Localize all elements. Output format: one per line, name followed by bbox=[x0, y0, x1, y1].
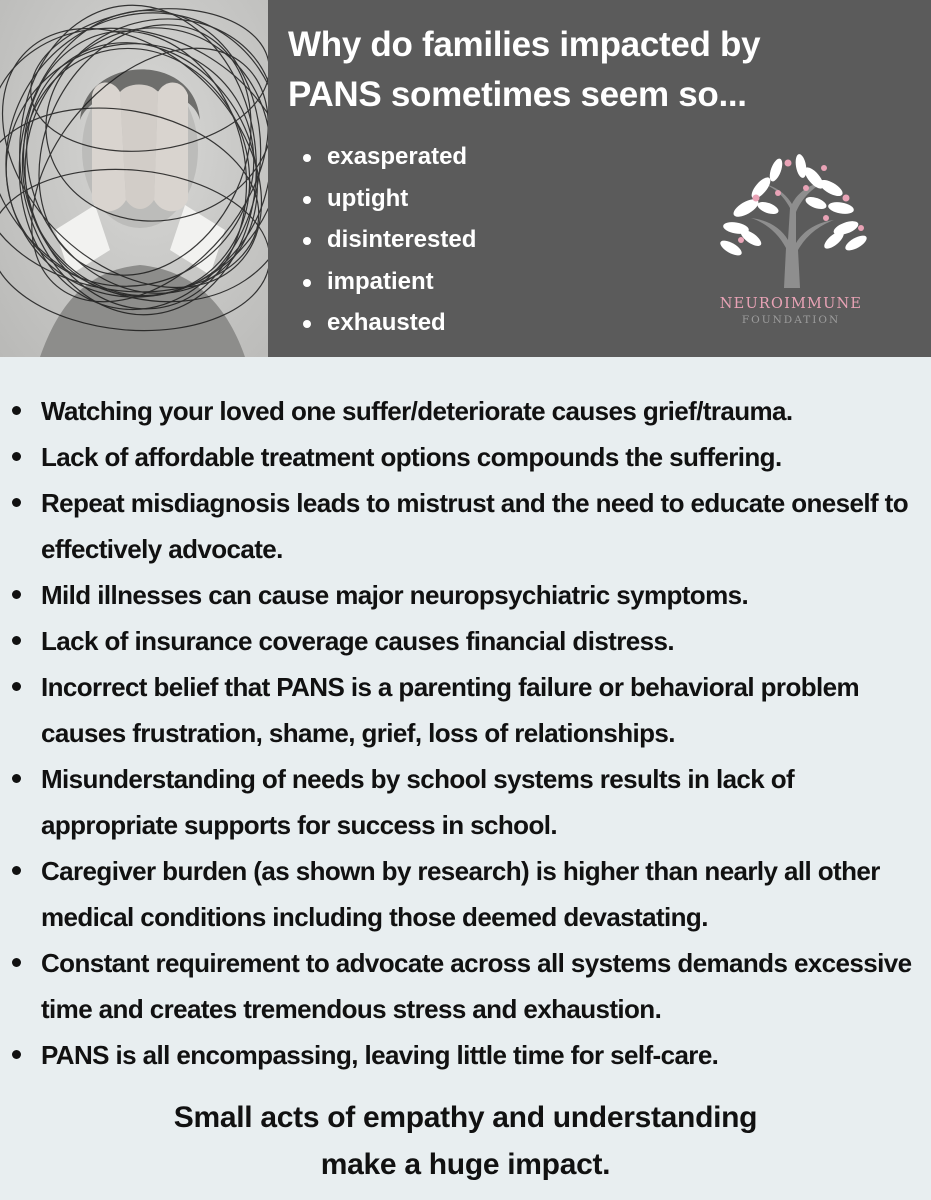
trait-item: uptight bbox=[300, 178, 476, 220]
reason-item: PANS is all encompassing, leaving little time for self-care. bbox=[0, 1032, 931, 1078]
traits-list bbox=[300, 136, 476, 344]
trait-item: exasperated bbox=[300, 136, 476, 178]
closing-line-2: make a huge impact. bbox=[320, 1148, 611, 1181]
closing-message bbox=[0, 1094, 931, 1188]
reason-item: Caregiver burden (as shown by research) is higher than nearly all other medical conditions including those deemed devastating. bbox=[0, 848, 931, 940]
title-line-1: Why do families impacted by bbox=[288, 25, 761, 64]
reason-item: Constant requirement to advocate across all systems demands excessive time and creates tremendous stress and exhaustion. bbox=[0, 940, 931, 1032]
header-band bbox=[0, 0, 931, 357]
closing-line-1: Small acts of empathy and understanding bbox=[173, 1101, 758, 1134]
trait-item: exhausted bbox=[300, 302, 476, 344]
trait-item: disinterested bbox=[300, 219, 476, 261]
title-line-2: PANS sometimes seem so... bbox=[288, 75, 747, 114]
reason-item: Mild illnesses can cause major neuropsychiatric symptoms. bbox=[0, 572, 931, 618]
trait-item: impatient bbox=[300, 261, 476, 303]
logo-subtitle: FOUNDATION bbox=[741, 314, 841, 326]
reason-item: Watching your loved one suffer/deteriorate causes grief/trauma. bbox=[0, 388, 931, 434]
reason-item: Lack of insurance coverage causes financial distress. bbox=[0, 618, 931, 664]
stressed-person-photo bbox=[0, 0, 268, 357]
reason-item: Lack of affordable treatment options compounds the suffering. bbox=[0, 434, 931, 480]
reason-item: Repeat misdiagnosis leads to mistrust and the need to educate oneself to effectively advocate. bbox=[0, 480, 931, 572]
scribble-face-image bbox=[0, 0, 268, 357]
reason-item: Incorrect belief that PANS is a parenting failure or behavioral problem causes frustration, shame, grief, loss of relationships. bbox=[0, 664, 931, 756]
page-title bbox=[288, 20, 808, 120]
reasons-list bbox=[0, 388, 931, 1078]
logo-name: NEUROIMMUNE bbox=[719, 296, 863, 312]
reason-item: Misunderstanding of needs by school systems results in lack of appropriate supports for success in school. bbox=[0, 756, 931, 848]
